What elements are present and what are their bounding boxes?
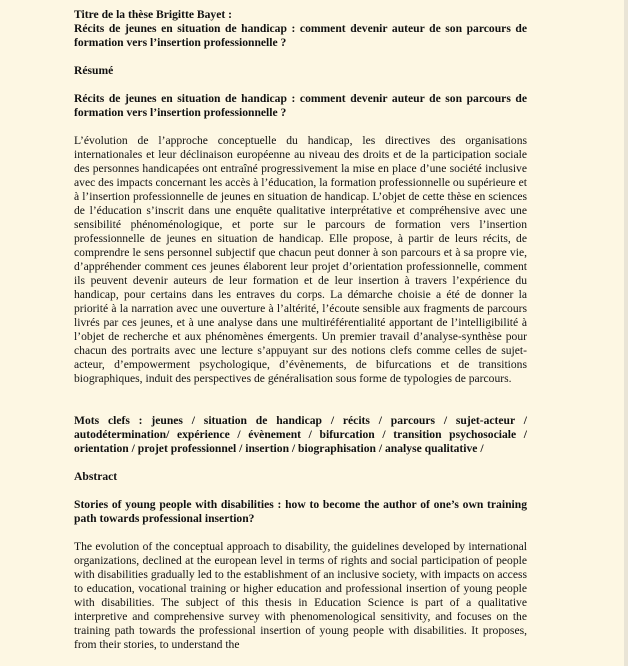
thesis-title-fr: Récits de jeunes en situation de handicap : comment devenir auteur de son parcours de formation vers l’insertion professionnelle ? [74,22,527,49]
page-edge [624,0,628,666]
abstract-title: Stories of young people with disabilities : how to become the author of one’s own training path towards professional insertion? [74,498,527,525]
spacer [74,456,527,470]
document-page [74,8,527,652]
keywords-line: Mots clefs : jeunes / situation de handicap / récits / parcours / sujet-acteur / autodétermination/ expérience / évènement / bifurcation / transition psychosociale / orientation / projet professionnel / insertion / biographisation / analyse qualitative / [74,414,527,455]
spacer [74,50,527,64]
thesis-author-line: Titre de la thèse Brigitte Bayet : [74,8,232,21]
spacer [74,386,527,414]
spacer [74,484,527,498]
spacer [74,120,527,134]
resume-body: L’évolution de l’approche conceptuelle du handicap, les directives des organisations internationales et leur déclinaison européenne au niveau des droits et de la participation sociale des personnes handicapées ont entraîné progressivement la mise en place d’une société inclusive avec des impacts concernant les accès à l’éducation, la formation professionnelle ou supérieure et à l’insertion professionnelle de jeunes en situation de handicap. L’objet de cette thèse en sciences de l’éducation s’inscrit dans une enquête qualitative interprétative et compréhensive avec une sensibilité phénoménologique, et porte sur le parcours de formation vers l’insertion professionnelle de jeunes en situation de handicap. Elle propose, à partir de leurs récits, de comprendre le sens personnel subjectif que chacun peut donner à son parcours et à sa propre vie, d’appréhender comment ces jeunes élaborent leur projet d’orientation professionnelle, comment ils peuvent devenir auteurs de leur formation et de leur insertion à travers l’expérience du handicap, pour certains dans les entraves du corps. La démarche choisie a été de donner la priorité à la narration avec une ouverture à l’altérité, l’écoute sensible aux fragments de parcours livrés par ces jeunes, et à une analyse dans une multiréférentialité apportant de l’intelligibilité à l’objet de recherche et aux phénomènes émergents. Un premier travail d’analyse-synthèse pour chacun des portraits avec une lecture s’appuyant sur des notions clefs comme celles de sujet-acteur, d’empowerment psychologique, d’évènements, de bifurcations et de transitions biographiques, induit des perspectives de généralisation sous forme de typologies de parcours. [74,134,527,385]
spacer [74,526,527,540]
resume-heading: Résumé [74,64,114,77]
resume-title: Récits de jeunes en situation de handicap : comment devenir auteur de son parcours de formation vers l’insertion professionnelle ? [74,92,527,119]
abstract-body: The evolution of the conceptual approach to disability, the guidelines developed by international organizations, declined at the european level in terms of rights and social participation of people with disabilities gradually led to the establishment of an inclusive society, with impacts on access to education, vocational training or higher education and professional insertion of young people with disabilities. The subject of this thesis in Education Science is part of a qualitative interpretive and comprehensive survey with phenomenological sensitivity, and focuses on the training path towards the professional insertion of young people with disabilities. It proposes, from their stories, to understand the [74,540,527,651]
spacer [74,78,527,92]
abstract-heading: Abstract [74,470,118,483]
